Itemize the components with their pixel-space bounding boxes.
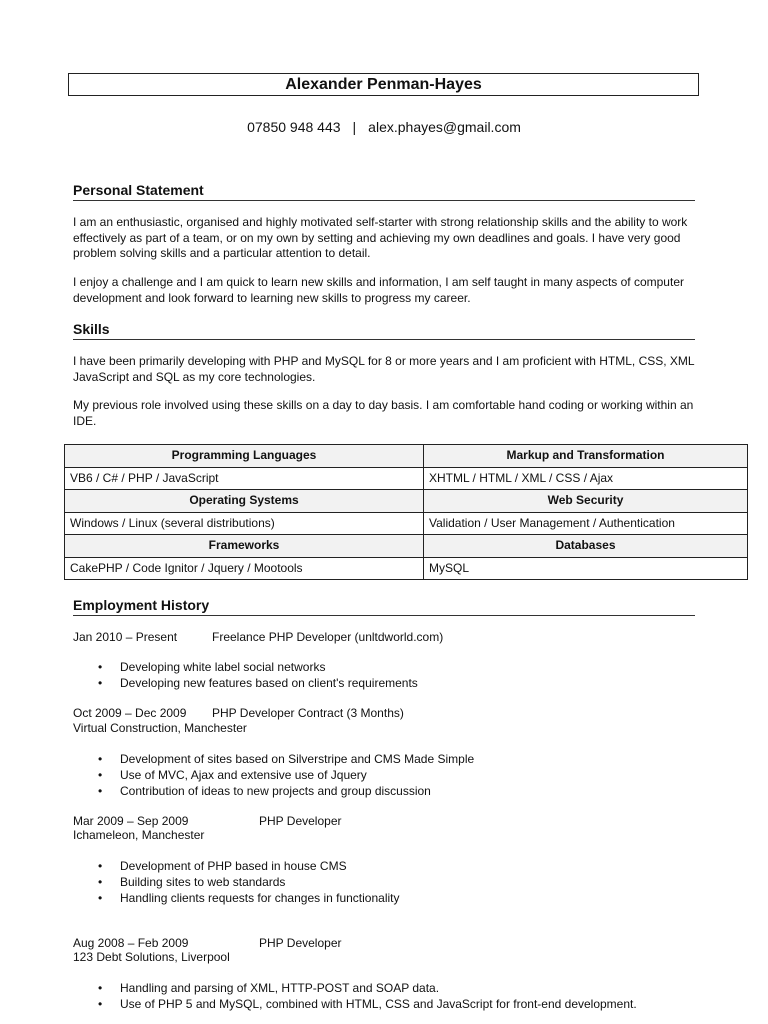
personal-statement-paragraph-2: I enjoy a challenge and I am quick to learn new skills and information, I am self taught in many aspects of computer development and look forward to learning new skills to progress my career. bbox=[73, 275, 684, 305]
job-dates: Mar 2009 – Sep 2009 bbox=[73, 814, 189, 828]
job-company: Virtual Construction, Manchester bbox=[73, 721, 247, 735]
programming-languages-header: Programming Languages bbox=[65, 445, 424, 468]
list-item: • Developing white label social networks bbox=[98, 660, 326, 674]
markup-value: XHTML / HTML / XML / CSS / Ajax bbox=[424, 467, 748, 490]
bullet-icon: • bbox=[98, 997, 103, 1011]
skills-paragraph-1: I have been primarily developing with PHP and MySQL for 8 or more years and I am proficient with HTML, CSS, XML JavaScript and SQL as my core technologies. bbox=[73, 354, 695, 384]
bullet-icon: • bbox=[98, 859, 103, 873]
skills-table bbox=[64, 444, 748, 580]
contact-separator: | bbox=[352, 119, 357, 135]
bullet-icon: • bbox=[98, 752, 103, 766]
personal-statement-paragraph-1: I am an enthusiastic, organised and highly motivated self-starter with strong relationship skills and the ability to work effectively as part of a team, or on my own by setting and achieving my own deadlines and goals. I have very good problem solving skills and a particular attention to detail. bbox=[73, 215, 688, 260]
job-company: 123 Debt Solutions, Liverpool bbox=[73, 950, 230, 964]
bullet-icon: • bbox=[98, 875, 103, 889]
candidate-name: Alexander Penman-Hayes bbox=[68, 73, 699, 96]
job-dates: Aug 2008 – Feb 2009 bbox=[73, 936, 189, 950]
list-item: • Development of sites based on Silverstripe and CMS Made Simple bbox=[98, 752, 475, 766]
job-dates-line bbox=[73, 706, 695, 722]
job-company: Ichameleon, Manchester bbox=[73, 828, 205, 842]
operating-systems-value: Windows / Linux (several distributions) bbox=[65, 512, 424, 535]
list-item: • Use of PHP 5 and MySQL, combined with HTML, CSS and JavaScript for front-end development. bbox=[98, 997, 637, 1011]
skills-paragraph-2: My previous role involved using these skills on a day to day basis. I am comfortable hand coding or working within an IDE. bbox=[73, 398, 694, 428]
programming-languages-value: VB6 / C# / PHP / JavaScript bbox=[65, 467, 424, 490]
markup-header: Markup and Transformation bbox=[424, 445, 748, 468]
email-address: alex.phayes@gmail.com bbox=[368, 119, 521, 135]
job-dates: Oct 2009 – Dec 2009 bbox=[73, 706, 187, 720]
job-dates: Jan 2010 – Present bbox=[73, 630, 178, 644]
list-item: • Contribution of ideas to new projects and group discussion bbox=[98, 784, 431, 798]
table-row bbox=[65, 535, 748, 558]
databases-header: Databases bbox=[424, 535, 748, 558]
bullet-icon: • bbox=[98, 768, 103, 782]
job-bullets bbox=[73, 751, 695, 799]
bullet-icon: • bbox=[98, 784, 103, 798]
employment-history-heading: Employment History bbox=[73, 596, 695, 616]
job-role: PHP Developer Contract (3 Months) bbox=[212, 706, 404, 720]
table-row bbox=[65, 490, 748, 513]
skills-heading: Skills bbox=[73, 320, 695, 340]
job-bullets bbox=[73, 659, 695, 691]
job-dates-line bbox=[73, 630, 695, 646]
list-item: • Handling clients requests for changes in functionality bbox=[98, 891, 400, 905]
table-row bbox=[65, 512, 748, 535]
table-row bbox=[65, 557, 748, 580]
table-row bbox=[65, 467, 748, 490]
phone-number: 07850 948 443 bbox=[247, 119, 341, 135]
web-security-value: Validation / User Management / Authentication bbox=[424, 512, 748, 535]
job-role: PHP Developer bbox=[259, 814, 342, 828]
bullet-icon: • bbox=[98, 676, 103, 690]
databases-value: MySQL bbox=[424, 557, 748, 580]
list-item: • Use of MVC, Ajax and extensive use of Jquery bbox=[98, 768, 367, 782]
bullet-icon: • bbox=[98, 660, 103, 674]
operating-systems-header: Operating Systems bbox=[65, 490, 424, 513]
job-role: PHP Developer bbox=[259, 936, 342, 950]
job-bullets bbox=[73, 858, 695, 906]
list-item: • Development of PHP based in house CMS bbox=[98, 859, 347, 873]
frameworks-header: Frameworks bbox=[65, 535, 424, 558]
list-item: • Developing new features based on client's requirements bbox=[98, 676, 418, 690]
job-role: Freelance PHP Developer (unltdworld.com) bbox=[212, 630, 444, 644]
bullet-icon: • bbox=[98, 981, 103, 995]
bullet-icon: • bbox=[98, 891, 103, 905]
personal-statement-heading: Personal Statement bbox=[73, 181, 695, 201]
web-security-header: Web Security bbox=[424, 490, 748, 513]
list-item: • Handling and parsing of XML, HTTP-POST and SOAP data. bbox=[98, 981, 440, 995]
job-bullets bbox=[73, 980, 695, 1012]
table-row bbox=[65, 445, 748, 468]
list-item: • Building sites to web standards bbox=[98, 875, 286, 889]
contact-line bbox=[0, 118, 768, 136]
frameworks-value: CakePHP / Code Ignitor / Jquery / Mootools bbox=[65, 557, 424, 580]
